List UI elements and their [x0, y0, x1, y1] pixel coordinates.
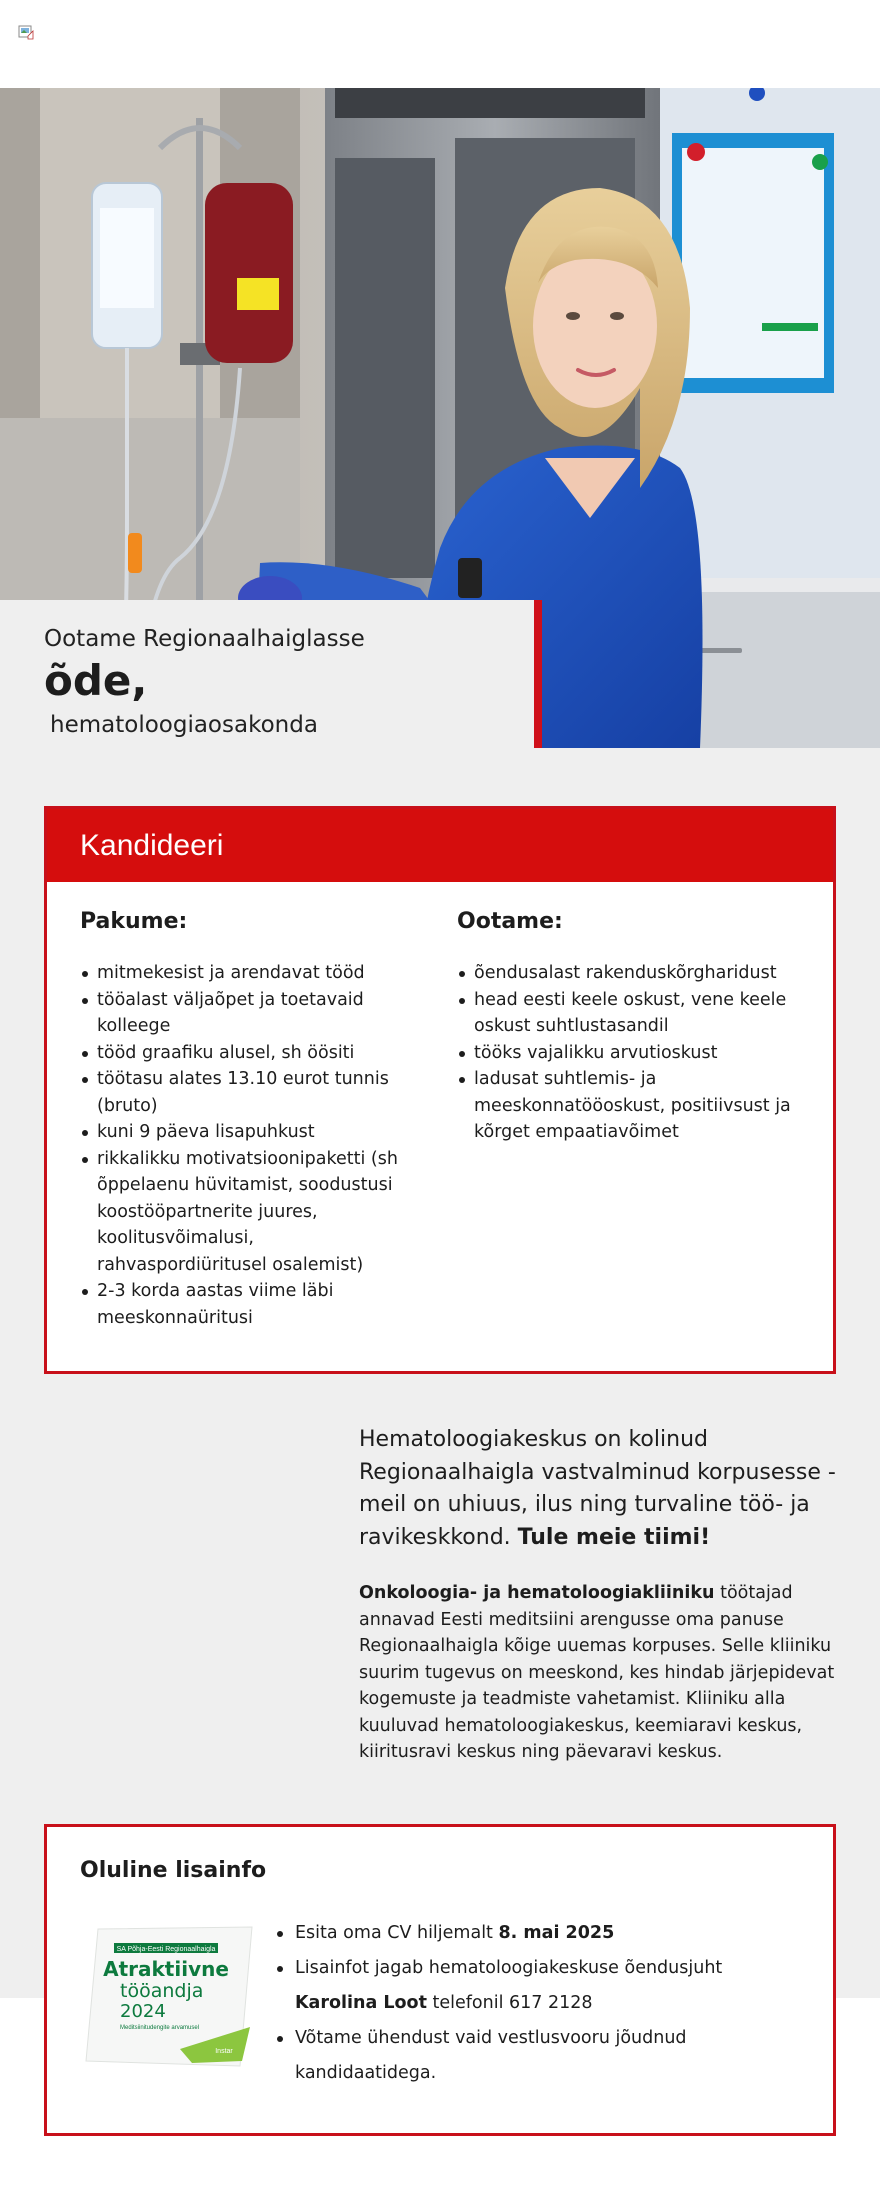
badge-brand: Instar [215, 2048, 233, 2055]
top-bar [0, 0, 880, 88]
extra-info-heading: Oluline lisainfo [80, 1858, 267, 1883]
job-title: õde, [44, 656, 148, 705]
list-item: õendusalast rakenduskõrgharidust [457, 960, 797, 987]
list-item: töötasu alates 13.10 eurot tunnis (bruto) [80, 1066, 410, 1119]
clinic-lead-text: Hematoloogiakeskus on kolinud Regionaalhaigla vastvalminud korpusesse - meil on uhiuus, ilus ning turvaline töö- ja ravikeskkond. [359, 1427, 836, 1550]
clinic-lead [359, 1424, 849, 1554]
headline-intro: Ootame Regionaalhaiglasse [44, 626, 365, 652]
badge-sub: Meditsiinitudengite arvamusel [120, 2025, 200, 2031]
list-item: tööks vajalikku arvutioskust [457, 1040, 797, 1067]
contact-name: Karolina Loot [295, 1993, 427, 2013]
apply-button[interactable] [47, 809, 833, 882]
list-item [275, 1951, 795, 2021]
list-item: 2-3 korda aastas viime läbi meeskonnaüritusi [80, 1278, 410, 1331]
list-item: kuni 9 päeva lisapuhkust [80, 1119, 410, 1146]
deadline-date: 8. mai 2025 [498, 1923, 615, 1943]
clinic-info [359, 1424, 849, 1766]
job-headline [0, 600, 542, 748]
broken-image-icon [18, 24, 34, 40]
apply-card [44, 806, 836, 1374]
offer-heading: Pakume: [80, 909, 188, 934]
clinic-description [359, 1580, 849, 1766]
expect-heading: Ootame: [457, 909, 563, 934]
contact-text: Lisainfot jagab hematoloogiakeskuse õendusjuht [295, 1958, 723, 1978]
apply-button-label: Kandideeri [80, 829, 224, 862]
extra-info-card [44, 1824, 836, 2136]
offer-column [80, 909, 410, 1331]
department-name: hematoloogiaosakonda [50, 712, 318, 739]
badge-org: SA Põhja-Eesti Regionaalhaigla [116, 1946, 216, 1953]
contact-phone: telefonil 617 2128 [426, 1993, 593, 2013]
list-item: rikkalikku motivatsioonipaketti (sh õppelaenu hüvitamist, soodustusi koostööpartnerite juures, koolitusvõimalusi, rahvaspordiüritusel osalemist) [80, 1146, 410, 1279]
offer-list [80, 960, 410, 1331]
attractive-employer-badge [80, 1921, 260, 2071]
expect-column [457, 909, 797, 1146]
extra-info-list [275, 1916, 795, 2091]
deadline-text: Esita oma CV hiljemalt [295, 1923, 499, 1943]
badge-line1: Atraktiivne [103, 1957, 229, 1981]
list-item: head eesti keele oskust, vene keele oskust suhtlustasandil [457, 987, 797, 1040]
badge-year: 2024 [120, 2001, 166, 2022]
expect-list [457, 960, 797, 1146]
list-item: ladusat suhtlemis- ja meeskonnatööoskust, positiivsust ja kõrget empaatiavõimet [457, 1066, 797, 1146]
clinic-name: Onkoloogia- ja hematoloogiakliiniku [359, 1583, 715, 1603]
badge-line2: tööandja [120, 1980, 204, 2002]
list-item: Võtame ühendust vaid vestlusvooru jõudnud kandidaatidega. [275, 2021, 795, 2091]
clinic-lead-cta: Tule meie tiimi! [517, 1524, 711, 1550]
list-item [275, 1916, 795, 1951]
list-item: tööalast väljaõpet ja toetavaid kolleege [80, 987, 410, 1040]
list-item: tööd graafiku alusel, sh öösiti [80, 1040, 410, 1067]
list-item: mitmekesist ja arendavat tööd [80, 960, 410, 987]
clinic-description-text: töötajad annavad Eesti meditsiini arengusse oma panuse Regionaalhaigla kõige uuemas korpuses. Selle kliiniku suurim tugevus on meeskond, kes hindab järjepidevat kogemuste ja teadmiste vahetamist. Kliiniku alla kuuluvad hematoloogiakeskus, keemiaravi keskus, kiiritusravi keskus ning päevaravi keskus. [359, 1583, 835, 1762]
